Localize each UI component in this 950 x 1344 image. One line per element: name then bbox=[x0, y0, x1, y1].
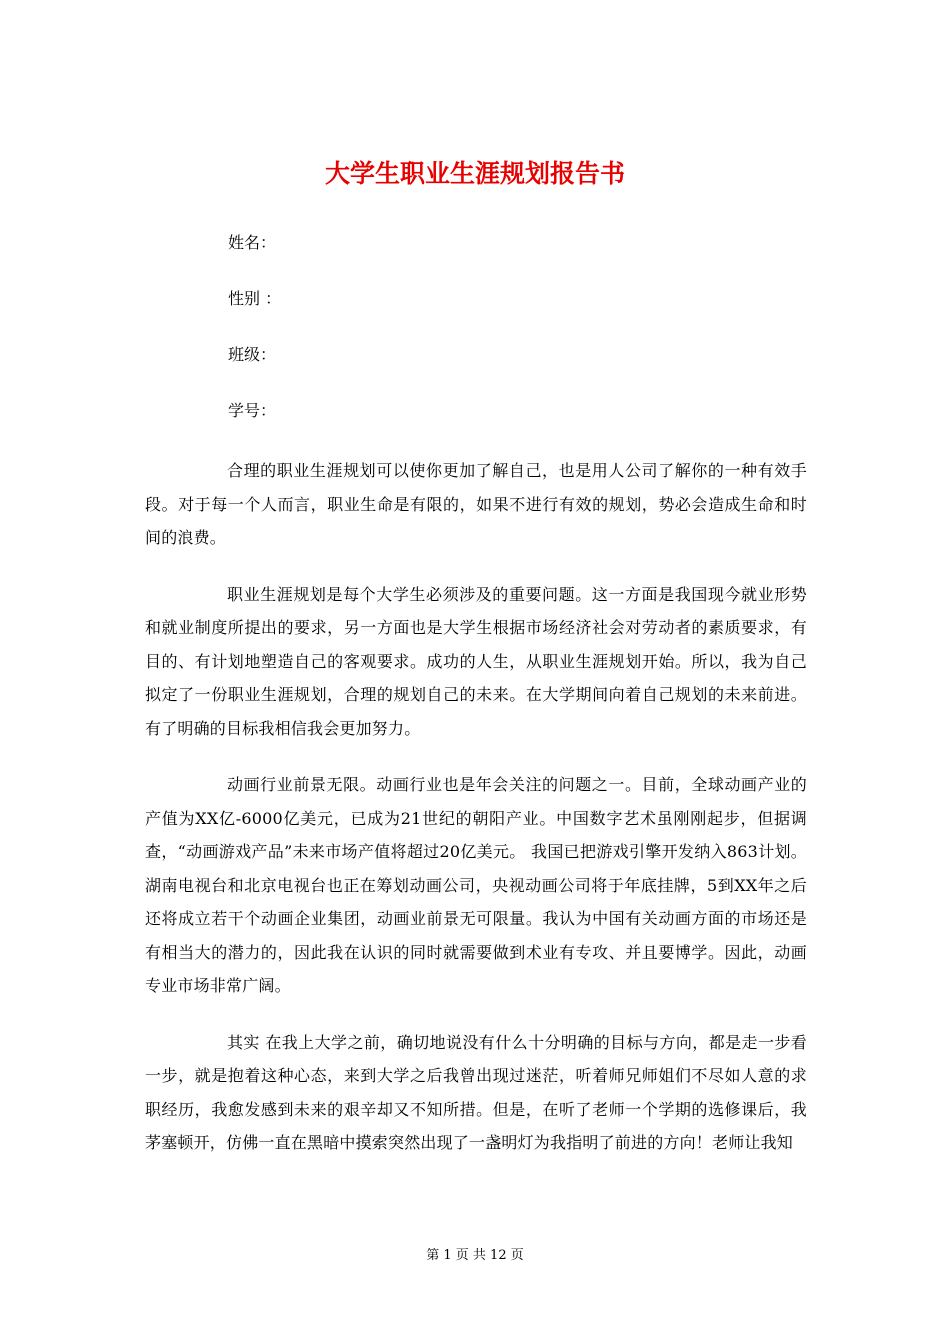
paragraph-personal-experience: 其实 在我上大学之前，确切地说没有什么十分明确的目标与方向，都是走一步看一步，就是抱着这种心态，来到大学之后我曾出现过迷茫，听着师兄师姐们不尽如人意的求职经历，我愈发感到未来的艰辛却又不知所措。但是，在听了老师一个学期的选修课后，我茅塞顿开，仿佛一直在黑暗中摸索突然出现了一盏明灯为我指明了前进的方向！老师让我知 bbox=[145, 1032, 807, 1152]
student-id-field-label: 学号： bbox=[228, 401, 277, 420]
page-number-footer: 第 1 页 共 12 页 bbox=[426, 1248, 524, 1263]
paragraph-intro: 合理的职业生涯规划可以使你更加了解自己，也是用人公司了解你的一种有效手段。对于每一个人而言，职业生命是有限的，如果不进行有效的规划，势必会造成生命和时间的浪费。 bbox=[145, 461, 807, 547]
paragraph-animation-industry: 动画行业前景无限。动画行业也是年会关注的问题之一。目前，全球动画产业的产值为XX亿-6000亿美元，已成为21世纪的朝阳产业。中国数字艺术虽刚刚起步，但据调查，“动画游戏产品”未来市场产值将超过20亿美元。 我国已把游戏引擎开发纳入863计划。湖南电视台和北京电视台也正在筹划动画公司，央视动画公司将于年底挂牌，5到XX年之后还将成立若干个动画企业集团，动画业前景无可限量。我认为中国有关动画方面的市场还是有相当大的潜力的，因此我在认识的同时就需要做到术业有专攻、并且要博学。因此，动画专业市场非常广阔。 bbox=[145, 775, 807, 995]
name-field-label: 姓名： bbox=[228, 233, 277, 252]
gender-field-label: 性别 ： bbox=[228, 289, 282, 308]
document-body bbox=[145, 230, 807, 1183]
document-title: 大学生职业生涯规划报告书 bbox=[324, 159, 625, 188]
paragraph-career-planning: 职业生涯规划是每个大学生必须涉及的重要问题。这一方面是我国现今就业形势和就业制度所提出的要求，另一方面也是大学生根据市场经济社会对劳动者的素质要求，有目的、有计划地塑造自己的客观要求。成功的人生，从职业生涯规划开始。所以，我为自己拟定了一份职业生涯规划，合理的规划自己的未来。在大学期间向着自己规划的未来前进。有了明确的目标我相信我会更加努力。 bbox=[145, 584, 807, 738]
class-field-label: 班级： bbox=[228, 345, 277, 364]
